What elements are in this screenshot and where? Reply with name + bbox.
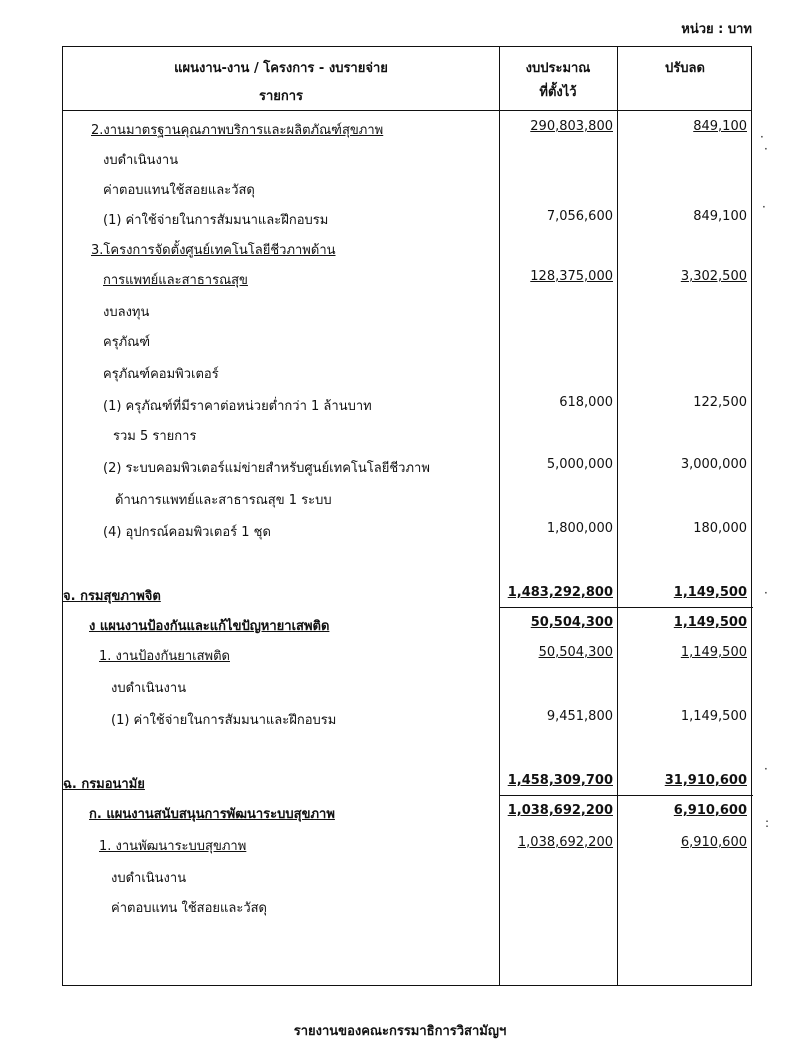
table-row bbox=[63, 457, 753, 483]
table-row bbox=[63, 331, 753, 357]
table-row bbox=[63, 363, 753, 389]
row-cut: 122,500 bbox=[693, 395, 747, 410]
table-row bbox=[63, 239, 753, 265]
table-row bbox=[63, 179, 753, 205]
row-budget: 1,038,692,200 bbox=[517, 835, 613, 850]
table-row bbox=[63, 835, 753, 861]
row-label: งบดำเนินงาน bbox=[103, 153, 179, 168]
table-row bbox=[63, 149, 753, 175]
row-label: (2) ระบบคอมพิวเตอร์แม่ข่ายสำหรับศูนย์เทคโนโลยีชีวภาพ bbox=[103, 461, 430, 476]
table-row bbox=[63, 709, 753, 735]
table-row bbox=[63, 269, 753, 295]
row-label: งบดำเนินงาน bbox=[111, 871, 187, 886]
scan-speck: : bbox=[765, 816, 770, 830]
row-label: (1) ครุภัณฑ์ที่มีราคาต่อหน่วยต่ำกว่า 1 ล้านบาท bbox=[103, 399, 372, 414]
row-budget: 1,458,309,700 bbox=[507, 773, 613, 788]
row-budget: 290,803,800 bbox=[530, 119, 613, 134]
row-cut: 3,302,500 bbox=[680, 269, 747, 284]
row-label: 1. งานพัฒนาระบบสุขภาพ bbox=[99, 839, 247, 854]
table-row bbox=[63, 897, 753, 923]
row-budget: 618,000 bbox=[559, 395, 613, 410]
row-label: ค่าตอบแทนใช้สอยและวัสดุ bbox=[103, 183, 255, 198]
table-row bbox=[63, 301, 753, 327]
table-row bbox=[63, 395, 753, 421]
row-label: การแพทย์และสาธารณสุข bbox=[103, 273, 248, 288]
header-plan: แผนงาน-งาน / โครงการ - งบรายจ่าย bbox=[174, 61, 388, 76]
row-cut: 1,149,500 bbox=[673, 585, 747, 600]
scan-speck: · bbox=[762, 200, 766, 214]
row-label: งบลงทุน bbox=[103, 305, 150, 320]
row-label: จ. กรมสุขภาพจิต bbox=[63, 589, 161, 604]
row-budget: 5,000,000 bbox=[546, 457, 613, 472]
report-footer: รายงานของคณะกรรมาธิการวิสามัญฯ bbox=[293, 1024, 507, 1039]
table-row bbox=[63, 119, 753, 145]
row-separator bbox=[499, 795, 753, 796]
table-row bbox=[63, 521, 753, 547]
row-budget: 50,504,300 bbox=[530, 615, 613, 630]
row-label: ฉ. กรมอนามัย bbox=[63, 777, 145, 792]
row-cut: 31,910,600 bbox=[664, 773, 747, 788]
header-divider bbox=[63, 110, 751, 111]
row-budget: 7,056,600 bbox=[546, 209, 613, 224]
scan-speck: · bbox=[764, 762, 768, 776]
row-cut: 3,000,000 bbox=[680, 457, 747, 472]
table-row bbox=[63, 645, 753, 671]
unit-label: หน่วย : บาท bbox=[681, 22, 752, 37]
row-label: 3.โครงการจัดตั้งศูนย์เทคโนโลยีชีวภาพด้าน bbox=[91, 243, 336, 258]
row-budget: 1,800,000 bbox=[546, 521, 613, 536]
row-label: (1) ค่าใช้จ่ายในการสัมมนาและฝึกอบรม bbox=[103, 213, 329, 228]
row-label: ค่าตอบแทน ใช้สอยและวัสดุ bbox=[111, 901, 267, 916]
header-cut: ปรับลด bbox=[665, 61, 705, 76]
row-label: 1. งานป้องกันยาเสพติด bbox=[99, 649, 230, 664]
row-budget: 9,451,800 bbox=[546, 709, 613, 724]
row-budget: 1,483,292,800 bbox=[507, 585, 613, 600]
row-label: ก. แผนงานสนับสนุนการพัฒนาระบบสุขภาพ bbox=[89, 807, 335, 822]
table-row bbox=[63, 425, 753, 451]
row-cut: 849,100 bbox=[693, 119, 747, 134]
row-label: ครุภัณฑ์ bbox=[103, 335, 151, 350]
scan-speck: · bbox=[760, 130, 764, 144]
row-cut: 849,100 bbox=[693, 209, 747, 224]
row-cut: 1,149,500 bbox=[673, 615, 747, 630]
row-cut: 6,910,600 bbox=[673, 803, 747, 818]
header-items: รายการ bbox=[258, 89, 304, 104]
row-cut: 1,149,500 bbox=[680, 645, 747, 660]
table-row bbox=[63, 677, 753, 703]
row-label: (1) ค่าใช้จ่ายในการสัมมนาและฝึกอบรม bbox=[111, 713, 337, 728]
row-label: รวม 5 รายการ bbox=[113, 429, 197, 444]
row-budget: 1,038,692,200 bbox=[507, 803, 613, 818]
row-cut: 1,149,500 bbox=[680, 709, 747, 724]
row-label: 2.งานมาตรฐานคุณภาพบริการและผลิตภัณฑ์สุขภาพ bbox=[91, 123, 384, 138]
header-budget-set: ที่ตั้งไว้ bbox=[539, 85, 577, 100]
row-label: ครุภัณฑ์คอมพิวเตอร์ bbox=[103, 367, 219, 382]
table-row bbox=[63, 615, 753, 641]
row-label: ง แผนงานป้องกันและแก้ไขปัญหายาเสพติด bbox=[89, 619, 330, 634]
table-row bbox=[63, 867, 753, 893]
row-cut: 180,000 bbox=[693, 521, 747, 536]
row-cut: 6,910,600 bbox=[680, 835, 747, 850]
scan-speck: · bbox=[764, 142, 768, 156]
scan-speck: · bbox=[764, 586, 768, 600]
budget-table bbox=[62, 46, 752, 986]
row-budget: 128,375,000 bbox=[530, 269, 613, 284]
row-label: (4) อุปกรณ์คอมพิวเตอร์ 1 ชุด bbox=[103, 525, 271, 540]
row-label: งบดำเนินงาน bbox=[111, 681, 187, 696]
table-row bbox=[63, 209, 753, 235]
table-row bbox=[63, 489, 753, 515]
header-budget: งบประมาณ bbox=[525, 61, 591, 76]
row-separator bbox=[499, 607, 753, 608]
row-label: ด้านการแพทย์และสาธารณสุข 1 ระบบ bbox=[115, 493, 332, 508]
table-row bbox=[63, 803, 753, 829]
row-budget: 50,504,300 bbox=[538, 645, 613, 660]
